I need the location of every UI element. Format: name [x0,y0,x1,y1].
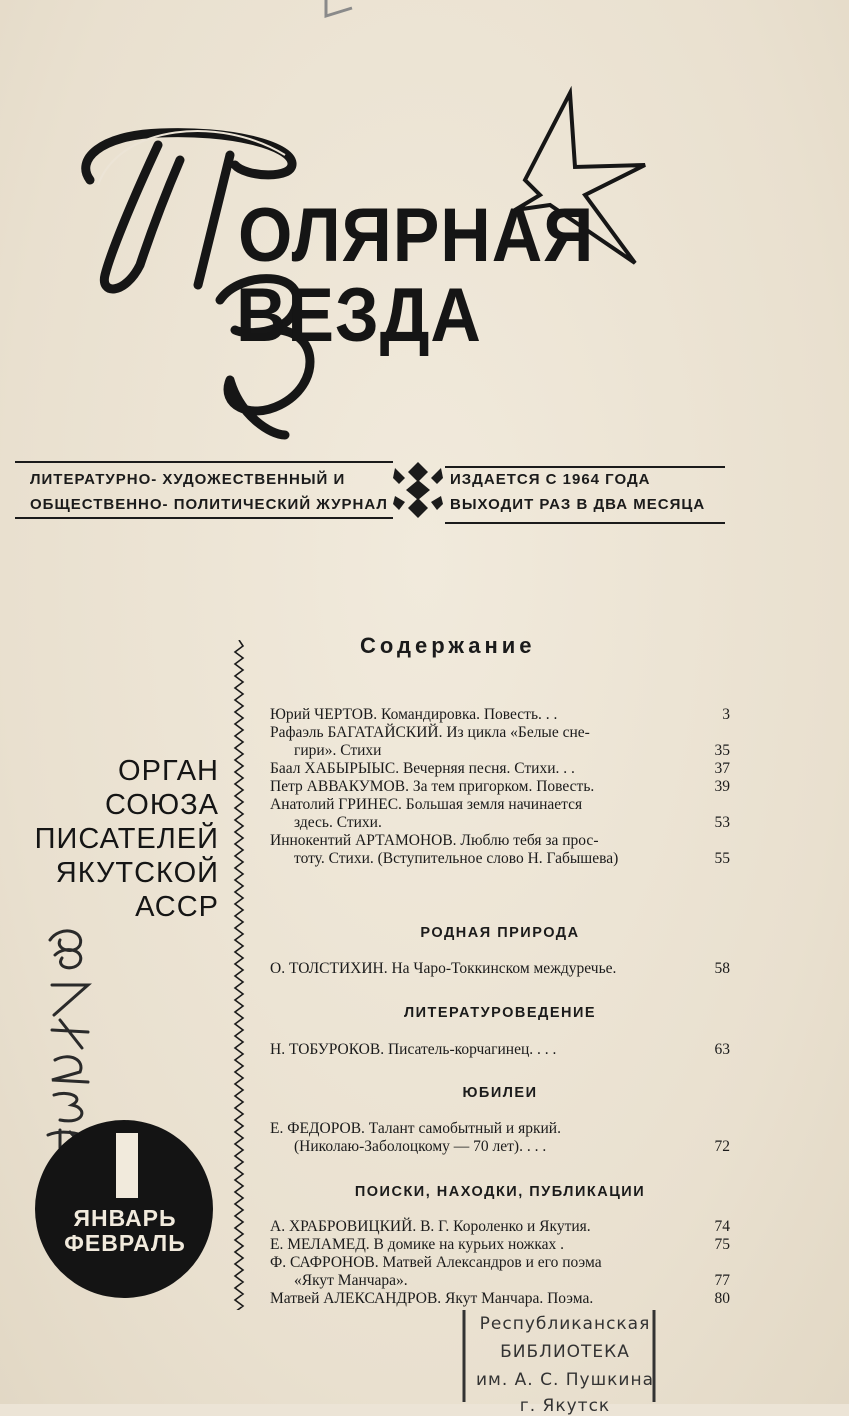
toc-entry [270,796,730,832]
toc-page-number: 35 [714,742,730,759]
toc-entry-line: А. ХРАБРОВИЦКИЙ. В. Г. Короленко и Якутия. [270,1218,591,1235]
toc-entry-line: Ф. САФРОНОВ. Матвей Александров и его поэма [270,1254,602,1271]
subtitle-right-1: ИЗДАЕТСЯ С 1964 ГОДА [450,471,651,488]
handwritten-inventory-number [40,920,100,1150]
toc-page-number: 58 [714,960,730,977]
toc-entry-line: Е. ФЕДОРОВ. Талант самобытный и яркий. [270,1120,561,1137]
stamp-line-4: г. Якутск [519,1396,611,1416]
toc-page-number: 77 [714,1272,730,1289]
organ-line-2: СОЮЗА [104,789,219,821]
toc-page-number: 39 [714,778,730,795]
ornament-icon [393,460,443,520]
title-line-1: ОЛЯРНАЯ [238,193,595,278]
subtitle-right-2: ВЫХОДИТ РАЗ В ДВА МЕСЯЦА [450,496,706,513]
toc-page-number: 55 [714,850,730,867]
organ-line-3: ПИСАТЕЛЕЙ [34,823,219,855]
subtitle-left-2: ОБЩЕСТВЕННО- ПОЛИТИЧЕСКИЙ ЖУРНАЛ [30,496,388,513]
stamp-line-2: БИБЛИОТЕКА [500,1342,630,1362]
toc-entry-line: Рафаэль БАГАТАЙСКИЙ. Из цикла «Белые сне- [270,724,590,741]
toc-entry [270,832,730,868]
toc-page-number: 37 [714,760,730,777]
toc-entry-line: гири». Стихи [294,742,382,759]
toc-entry-line: Е. МЕЛАМЕД. В домике на курьих ножках . [270,1236,564,1253]
toc-entry [270,1041,730,1059]
toc-entry-line: Анатолий ГРИНЕС. Большая земля начинается [270,796,583,813]
toc-entry-line: Н. ТОБУРОКОВ. Писатель-корчагинец. . . . [270,1041,557,1058]
toc-entry [270,1254,730,1290]
section-list-nature [270,960,730,978]
organ-statement [35,754,219,924]
section-heading-searches: ПОИСКИ, НАХОДКИ, ПУБЛИКАЦИИ [354,1184,646,1200]
toc-entry [270,960,730,978]
issue-month-2: ФЕВРАЛЬ [64,1230,186,1256]
section-list-jubilees [270,1120,730,1156]
toc-entry [270,1218,730,1236]
issue-number [116,1133,138,1198]
rule-bottom-left [15,517,393,519]
title-line-2: ВЕЗДА [236,273,482,358]
toc-page-number: 74 [714,1218,730,1235]
toc-entry-line: О. ТОЛСТИХИН. На Чаро-Токкинском междуречье. [270,960,617,977]
issue-month-1: ЯНВАРЬ [73,1205,177,1231]
section-heading-literary-studies: ЛИТЕРАТУРОВЕДЕНИЕ [403,1005,597,1021]
stamp-line-3: им. А. С. Пушкина [475,1370,655,1390]
organ-line-1: ОРГАН [118,755,219,787]
toc-entry [270,706,730,724]
section-list-searches [270,1218,730,1308]
toc-page-number: 72 [714,1138,730,1155]
section-heading-nature: РОДНАЯ ПРИРОДА [420,925,580,941]
toc-entry-line: Петр АВВАКУМОВ. За тем пригорком. Повесть. [270,778,595,795]
organ-line-4: ЯКУТСКОЙ [55,857,219,889]
toc-page-number: 53 [714,814,730,831]
rule-top-left [15,461,393,463]
paper-clip-mark [322,0,362,22]
rule-bottom-right [445,522,725,524]
organ-line-5: АССР [135,891,219,923]
toc-entry [270,778,730,796]
toc-page-number: 80 [714,1290,730,1307]
contents-main-list [270,706,730,868]
toc-entry [270,1120,730,1156]
contents-heading: Содержание [360,633,536,658]
toc-entry-line: (Николаю-Заболоцкому — 70 лет). . . . [294,1138,547,1155]
rule-top-right [445,466,725,468]
toc-page-number: 3 [722,706,730,723]
toc-page-number: 63 [714,1041,730,1058]
toc-entry-line: Юрий ЧЕРТОВ. Командировка. Повесть. . . [270,706,558,723]
toc-entry-line: здесь. Стихи. [294,814,382,831]
toc-entry-line: «Якут Манчара». [294,1272,408,1289]
toc-page-number: 75 [714,1236,730,1253]
toc-entry-line: Матвей АЛЕКСАНДРОВ. Якут Манчара. Поэма. [270,1290,594,1307]
stamp-line-1: Республиканская [479,1314,651,1334]
subtitle-left-1: ЛИТЕРАТУРНО- ХУДОЖЕСТВЕННЫЙ И [30,471,346,488]
toc-entry-line: Баал ХАБЫРЫЫС. Вечерняя песня. Стихи. . . [270,760,575,777]
section-heading-jubilees: ЮБИЛЕИ [462,1085,538,1101]
vertical-zigzag-divider [232,640,246,1310]
section-list-literary-studies [270,1041,730,1059]
toc-entry [270,1236,730,1254]
toc-entry [270,724,730,760]
toc-entry-line: тоту. Стихи. (Вступительное слово Н. Габышева) [294,850,619,867]
toc-entry-line: Иннокентий АРТАМОНОВ. Люблю тебя за прос- [270,832,599,849]
toc-entry [270,760,730,778]
